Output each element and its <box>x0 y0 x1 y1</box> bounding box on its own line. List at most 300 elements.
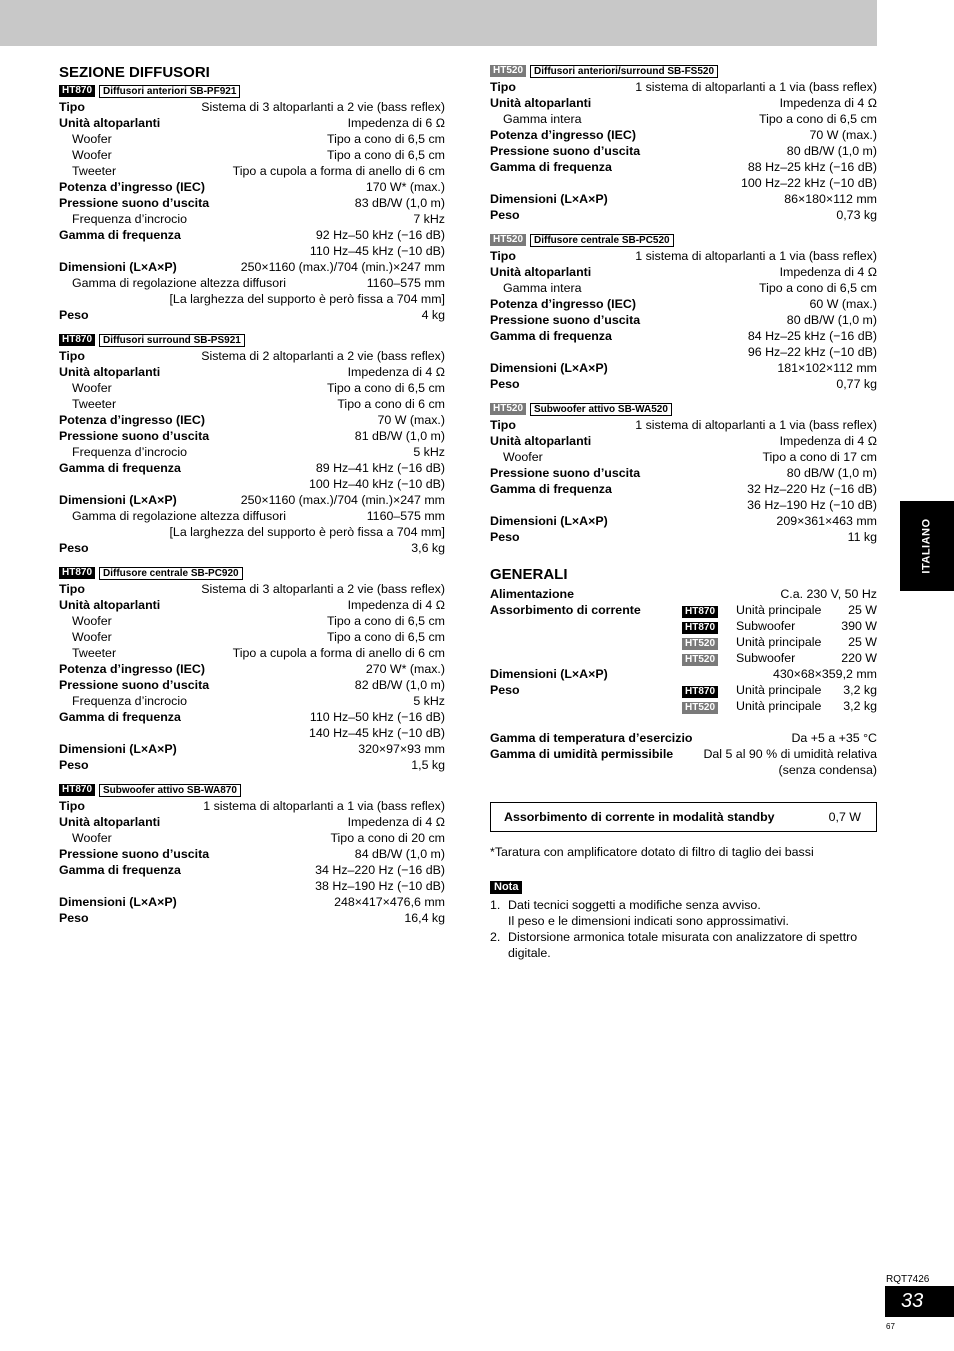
nota-list <box>490 897 877 961</box>
nota-text: Il peso e le dimensioni indicati sono approssimativi. <box>508 914 789 928</box>
spec-key: Gamma di regolazione altezza diffusori <box>72 276 286 290</box>
spec-value: 4 kg <box>421 308 445 322</box>
spec-value: Impedenza di 6 Ω <box>347 116 445 130</box>
spec-key: Woofer <box>72 132 112 146</box>
spec-key: Tipo <box>490 80 516 94</box>
spec-value: 70 W (max.) <box>809 128 877 142</box>
spec-value: 25 W <box>848 603 877 617</box>
spec-key: Dimensioni (L×A×P) <box>490 667 608 681</box>
spec-value: 84 dB/W (1,0 m) <box>354 847 445 861</box>
spec-value: 1 sistema di altoparlanti a 1 via (bass reflex) <box>203 799 445 813</box>
nota-item <box>490 929 877 945</box>
spec-block-header <box>490 233 877 247</box>
spec-value: 70 W (max.) <box>377 413 445 427</box>
page-number: 33 <box>901 1290 924 1312</box>
spec-key: Frequenza d’incrocio <box>72 694 188 708</box>
spec-row <box>490 449 877 465</box>
spec-value: 5 kHz <box>413 694 445 708</box>
spec-value: Tipo a cono di 6,5 cm <box>326 381 445 395</box>
spec-value: 140 Hz–45 kHz (−10 dB) <box>308 726 445 740</box>
generali-section <box>490 565 877 778</box>
spec-row <box>490 529 877 545</box>
spec-key: Woofer <box>72 831 112 845</box>
peso-rows <box>490 682 877 714</box>
model-badge: HT520 <box>490 65 526 77</box>
spec-row <box>59 243 445 259</box>
spec-block <box>59 333 445 556</box>
spec-key: Pressione suono d’uscita <box>59 429 210 443</box>
spec-value: Impedenza di 4 Ω <box>347 598 445 612</box>
spec-row <box>490 465 877 481</box>
spec-row <box>59 131 445 147</box>
spec-value: C.a. 230 V, 50 Hz <box>780 587 877 601</box>
spec-row <box>490 433 877 449</box>
spec-key: Unità altoparlanti <box>59 815 161 829</box>
spec-value: 250×1160 (max.)/704 (min.)×247 mm <box>240 260 445 274</box>
spec-key: Unità altoparlanti <box>490 265 592 279</box>
spec-value: 84 Hz–25 kHz (−16 dB) <box>747 329 877 343</box>
spec-row <box>490 360 877 376</box>
spec-value: 38 Hz–190 Hz (−10 dB) <box>315 879 445 893</box>
spec-key: Pressione suono d’uscita <box>490 313 641 327</box>
unit-name: Subwoofer <box>736 619 796 633</box>
spec-block <box>59 783 445 926</box>
spec-key: Tipo <box>490 418 516 432</box>
spec-key: Tipo <box>59 582 85 596</box>
unit-name: Subwoofer <box>736 651 796 665</box>
nota-section <box>490 878 877 961</box>
spec-value: 110 Hz–45 kHz (−10 dB) <box>309 244 445 258</box>
nota-text: Dati tecnici soggetti a modifiche senza avviso. <box>508 898 761 912</box>
spec-row <box>490 328 877 344</box>
spec-key: Gamma di frequenza <box>59 228 181 242</box>
spec-value: Impedenza di 4 Ω <box>779 434 877 448</box>
spec-row <box>490 207 877 223</box>
spec-row <box>59 830 445 846</box>
spec-block-title: Diffusore centrale SB-PC520 <box>530 234 674 247</box>
spec-key: Gamma intera <box>503 112 582 126</box>
power-row <box>490 634 877 650</box>
spec-value: Tipo a cono di 6,5 cm <box>326 132 445 146</box>
spec-value: Tipo a cono di 6,5 cm <box>326 614 445 628</box>
spec-key: Unità altoparlanti <box>59 365 161 379</box>
spec-value: 248×417×476,6 mm <box>334 895 445 909</box>
spec-row <box>59 364 445 380</box>
spec-value: 82 dB/W (1,0 m) <box>354 678 445 692</box>
spec-row <box>490 730 877 746</box>
spec-key: Peso <box>59 758 89 772</box>
spec-value: Impedenza di 4 Ω <box>347 365 445 379</box>
spec-key: Gamma di frequenza <box>490 482 612 496</box>
spec-row <box>59 259 445 275</box>
spec-key: Woofer <box>72 614 112 628</box>
spec-key: Dimensioni (L×A×P) <box>59 493 177 507</box>
spec-row <box>490 95 877 111</box>
nota-badge: Nota <box>490 881 522 894</box>
spec-row <box>59 476 445 492</box>
spec-value: 3,2 kg <box>843 683 877 697</box>
spec-value: Tipo a cupola a forma di anello di 6 cm <box>232 164 445 178</box>
spec-value: Sistema di 3 altoparlanti a 2 vie (bass reflex) <box>201 100 445 114</box>
spec-value: Tipo a cono di 6,5 cm <box>326 148 445 162</box>
right-column <box>490 64 877 961</box>
spec-row <box>59 179 445 195</box>
spec-value: Tipo a cono di 6,5 cm <box>326 630 445 644</box>
spec-block-header <box>59 566 445 580</box>
spec-block <box>490 64 877 223</box>
spec-row <box>490 481 877 497</box>
nota-text: digitale. <box>508 946 551 960</box>
spec-value: 89 Hz–41 kHz (−16 dB) <box>315 461 445 475</box>
spec-row <box>59 211 445 227</box>
spec-value: 1160–575 mm <box>366 276 445 290</box>
model-badge: HT520 <box>682 702 718 714</box>
spec-value: 3,6 kg <box>411 541 445 555</box>
nota-item <box>490 913 877 929</box>
spec-row <box>59 613 445 629</box>
spec-value: Tipo a cono di 6 cm <box>337 397 445 411</box>
spec-key: Potenza d’ingresso (IEC) <box>59 662 205 676</box>
spec-key: Potenza d’ingresso (IEC) <box>490 297 636 311</box>
power-row <box>490 602 877 618</box>
spec-key: Tweeter <box>72 397 117 411</box>
spec-key: Tweeter <box>72 646 117 660</box>
spec-block-title: Diffusori surround SB-PS921 <box>99 334 245 347</box>
spec-block-header <box>490 402 877 416</box>
spec-key: Gamma di umidità permissibile <box>490 747 674 761</box>
spec-key: Potenza d’ingresso (IEC) <box>59 180 205 194</box>
nota-number <box>490 945 508 961</box>
spec-value: [La larghezza del supporto è però fissa a 704 mm] <box>169 292 445 306</box>
spec-row <box>59 862 445 878</box>
spec-key: Peso <box>59 308 89 322</box>
spec-key: Assorbimento di corrente <box>490 603 641 617</box>
spec-value: 0,77 kg <box>836 377 877 391</box>
spec-value: Tipo a cono di 20 cm <box>330 831 445 845</box>
spec-value: 100 Hz–22 kHz (−10 dB) <box>740 176 877 190</box>
spec-row <box>59 508 445 524</box>
badge-cell <box>682 698 736 714</box>
spec-row <box>59 709 445 725</box>
unit-name: Unità principale <box>736 603 822 617</box>
model-badge: HT870 <box>59 567 95 579</box>
spec-row <box>59 581 445 597</box>
spec-row <box>490 175 877 191</box>
model-badge: HT520 <box>490 234 526 246</box>
spec-value: (senza condensa) <box>778 763 877 777</box>
spec-key: Unità altoparlanti <box>490 434 592 448</box>
spec-value: 32 Hz–220 Hz (−16 dB) <box>747 482 877 496</box>
model-badge: HT870 <box>682 622 718 634</box>
spec-value: Da +5 a +35 °C <box>791 731 877 745</box>
spec-key: Dimensioni (L×A×P) <box>490 514 608 528</box>
power-row <box>490 618 877 634</box>
spec-value: Impedenza di 4 Ω <box>779 265 877 279</box>
spec-block-title: Diffusore centrale SB-PC920 <box>99 567 243 580</box>
spec-value: 220 W <box>841 651 877 665</box>
spec-key: Pressione suono d’uscita <box>59 847 210 861</box>
spec-value: 1,5 kg <box>411 758 445 772</box>
power-row <box>490 698 877 714</box>
spec-value: 1160–575 mm <box>366 509 445 523</box>
spec-row <box>490 79 877 95</box>
standby-value: 0,7 W <box>828 810 861 824</box>
spec-row <box>59 814 445 830</box>
spec-row <box>59 894 445 910</box>
spec-row <box>490 513 877 529</box>
spec-value: 11 kg <box>847 530 877 544</box>
spec-row <box>59 741 445 757</box>
spec-value: 390 W <box>841 619 877 633</box>
badge-cell <box>682 650 736 666</box>
spec-value: Sistema di 2 altoparlanti a 2 vie (bass reflex) <box>201 349 445 363</box>
spec-value: 96 Hz–22 kHz (−10 dB) <box>747 345 877 359</box>
spec-key: Gamma di frequenza <box>59 461 181 475</box>
left-spec-blocks <box>59 84 445 926</box>
section-title-diffusori: SEZIONE DIFFUSORI <box>59 64 210 81</box>
spec-value: 25 W <box>848 635 877 649</box>
spec-value: 181×102×112 mm <box>777 361 877 375</box>
spec-row <box>59 147 445 163</box>
spec-row <box>59 693 445 709</box>
spec-key: Pressione suono d’uscita <box>490 466 641 480</box>
spec-value: 0,73 kg <box>836 208 877 222</box>
spec-value: 80 dB/W (1,0 m) <box>786 466 877 480</box>
spec-row <box>490 248 877 264</box>
spec-row <box>59 348 445 364</box>
spec-row <box>59 757 445 773</box>
spec-value: 36 Hz–190 Hz (−10 dB) <box>747 498 877 512</box>
spec-block <box>490 402 877 545</box>
language-tab <box>900 501 954 591</box>
spec-row <box>59 661 445 677</box>
spec-value: 81 dB/W (1,0 m) <box>354 429 445 443</box>
spec-block-header <box>59 333 445 347</box>
power-row <box>490 650 877 666</box>
model-badge: HT870 <box>682 606 718 618</box>
spec-row <box>59 540 445 556</box>
spec-block <box>59 84 445 323</box>
spec-value: 320×97×93 mm <box>358 742 445 756</box>
spec-row <box>490 143 877 159</box>
spec-row <box>59 227 445 243</box>
spec-row <box>59 428 445 444</box>
spec-row <box>490 264 877 280</box>
spec-value: Tipo a cupola a forma di anello di 6 cm <box>232 646 445 660</box>
spec-value: 250×1160 (max.)/704 (min.)×247 mm <box>240 493 445 507</box>
spec-row <box>490 159 877 175</box>
spec-block <box>490 233 877 392</box>
spec-row <box>490 417 877 433</box>
spec-block-title: Subwoofer attivo SB-WA870 <box>99 784 241 797</box>
nota-item <box>490 945 877 961</box>
model-badge: HT870 <box>59 85 95 97</box>
spec-row <box>59 910 445 926</box>
spec-key: Gamma di frequenza <box>490 160 612 174</box>
spec-key: Unità altoparlanti <box>59 116 161 130</box>
unit-name: Unità principale <box>736 683 822 697</box>
spec-row <box>490 191 877 207</box>
spec-value: 3,2 kg <box>843 699 877 713</box>
spec-value: 5 kHz <box>413 445 445 459</box>
spec-row <box>59 412 445 428</box>
spec-key: Peso <box>490 377 520 391</box>
spec-row <box>490 666 877 682</box>
spec-key: Peso <box>59 541 89 555</box>
spec-key: Gamma intera <box>503 281 582 295</box>
spec-row <box>59 163 445 179</box>
spec-value: 100 Hz–40 kHz (−10 dB) <box>308 477 445 491</box>
spec-row <box>59 444 445 460</box>
spec-row <box>59 677 445 693</box>
spec-row <box>490 762 877 778</box>
spec-value: 80 dB/W (1,0 m) <box>786 313 877 327</box>
nota-number: 2. <box>490 930 501 944</box>
spec-row <box>490 127 877 143</box>
model-badge: HT520 <box>682 654 718 666</box>
spec-block-header <box>59 783 445 797</box>
spec-value: 430×68×359,2 mm <box>772 667 877 681</box>
spec-value: Sistema di 3 altoparlanti a 2 vie (bass reflex) <box>201 582 445 596</box>
unit-name: Unità principale <box>736 635 822 649</box>
spec-key: Dimensioni (L×A×P) <box>490 192 608 206</box>
spec-key: Gamma di temperatura d’esercizio <box>490 731 693 745</box>
standby-box <box>490 802 877 832</box>
spec-key: Pressione suono d’uscita <box>490 144 641 158</box>
spec-key: Woofer <box>72 381 112 395</box>
page-number-box <box>885 1286 954 1317</box>
nota-number <box>490 913 508 929</box>
spec-key: Woofer <box>503 450 543 464</box>
spec-value: Impedenza di 4 Ω <box>347 815 445 829</box>
spec-value: 86×180×112 mm <box>784 192 877 206</box>
spec-value: Dal 5 al 90 % di umidità relativa <box>703 747 877 761</box>
spec-block-title: Diffusori anteriori/surround SB-FS520 <box>530 65 718 78</box>
spec-row <box>59 492 445 508</box>
spec-key: Woofer <box>72 148 112 162</box>
spec-row <box>59 396 445 412</box>
spec-row <box>59 460 445 476</box>
nota-number: 1. <box>490 898 501 912</box>
spec-value: 92 Hz–50 kHz (−16 dB) <box>315 228 445 242</box>
spec-row <box>490 111 877 127</box>
spec-key: Gamma di frequenza <box>490 329 612 343</box>
spec-value: 16,4 kg <box>404 911 445 925</box>
spec-key: Peso <box>490 530 520 544</box>
nota-item <box>490 897 877 913</box>
assorbimento-rows <box>490 602 877 666</box>
spec-key: Tipo <box>59 799 85 813</box>
spec-row <box>490 497 877 513</box>
spec-value: Tipo a cono di 17 cm <box>762 450 877 464</box>
right-spec-blocks <box>490 64 877 545</box>
spec-value: 80 dB/W (1,0 m) <box>786 144 877 158</box>
document-code: RQT7426 <box>886 1274 930 1285</box>
spec-key: Alimentazione <box>490 587 574 601</box>
spec-key: Pressione suono d’uscita <box>59 678 210 692</box>
badge-cell <box>682 618 736 634</box>
spec-key: Frequenza d’incrocio <box>72 212 188 226</box>
spec-value: 270 W* (max.) <box>365 662 445 676</box>
spec-block-header <box>59 84 445 98</box>
spec-value: 88 Hz–25 kHz (−16 dB) <box>747 160 877 174</box>
spec-key: Dimensioni (L×A×P) <box>59 742 177 756</box>
spec-row <box>59 645 445 661</box>
spec-key: Gamma di frequenza <box>59 863 181 877</box>
spec-key: Gamma di frequenza <box>59 710 181 724</box>
spec-key: Pressione suono d’uscita <box>59 196 210 210</box>
spec-row <box>59 798 445 814</box>
spec-value: Tipo a cono di 6,5 cm <box>758 112 877 126</box>
spec-value: Impedenza di 4 Ω <box>779 96 877 110</box>
model-badge: HT870 <box>682 686 718 698</box>
header-bar <box>0 0 877 46</box>
badge-cell <box>682 682 736 698</box>
spec-row <box>59 291 445 307</box>
spec-row <box>490 586 877 602</box>
spec-value: 83 dB/W (1,0 m) <box>354 196 445 210</box>
model-badge: HT870 <box>59 784 95 796</box>
spec-row <box>59 878 445 894</box>
spec-value: 7 kHz <box>413 212 445 226</box>
left-column <box>59 63 445 926</box>
spec-row <box>59 846 445 862</box>
spec-row <box>490 280 877 296</box>
spec-row <box>59 629 445 645</box>
spec-value: 110 Hz–50 kHz (−16 dB) <box>309 710 445 724</box>
spec-row <box>490 296 877 312</box>
spec-row <box>490 746 877 762</box>
spec-key: Tweeter <box>72 164 117 178</box>
spec-block-title: Diffusori anteriori SB-PF921 <box>99 85 240 98</box>
nota-text: Distorsione armonica totale misurata con analizzatore di spettro <box>508 930 858 944</box>
spec-block <box>59 566 445 773</box>
spec-key: Dimensioni (L×A×P) <box>490 361 608 375</box>
spec-value: [La larghezza del supporto è però fissa a 704 mm] <box>169 525 445 539</box>
spec-value: Tipo a cono di 6,5 cm <box>758 281 877 295</box>
spec-value: 170 W* (max.) <box>365 180 445 194</box>
spec-key: Peso <box>490 683 520 697</box>
language-tab-label: ITALIANO <box>921 518 933 574</box>
spec-value: 1 sistema di altoparlanti a 1 via (bass reflex) <box>635 418 877 432</box>
section-title-generali: GENERALI <box>490 566 568 583</box>
spec-value: 209×361×463 mm <box>776 514 877 528</box>
unit-name: Unità principale <box>736 699 822 713</box>
spec-key: Peso <box>59 911 89 925</box>
spec-value: 60 W (max.) <box>809 297 877 311</box>
spec-key: Tipo <box>59 100 85 114</box>
spec-value: 34 Hz–220 Hz (−16 dB) <box>315 863 445 877</box>
spec-key: Woofer <box>72 630 112 644</box>
spec-block-header <box>490 64 877 78</box>
spec-key: Frequenza d’incrocio <box>72 445 188 459</box>
footnote: *Taratura con amplificatore dotato di filtro di taglio dei bassi <box>490 845 814 859</box>
spec-key: Gamma di regolazione altezza diffusori <box>72 509 286 523</box>
spec-value: 1 sistema di altoparlanti a 1 via (bass reflex) <box>635 80 877 94</box>
spec-key: Potenza d’ingresso (IEC) <box>490 128 636 142</box>
spec-key: Dimensioni (L×A×P) <box>59 260 177 274</box>
model-badge: HT870 <box>59 334 95 346</box>
badge-cell <box>682 602 736 618</box>
spec-block-title: Subwoofer attivo SB-WA520 <box>530 403 672 416</box>
model-badge: HT520 <box>490 403 526 415</box>
spec-key: Unità altoparlanti <box>59 598 161 612</box>
spec-row <box>59 275 445 291</box>
badge-cell <box>682 634 736 650</box>
spec-row <box>490 344 877 360</box>
standby-label: Assorbimento di corrente in modalità standby <box>504 810 775 824</box>
spec-row <box>59 99 445 115</box>
